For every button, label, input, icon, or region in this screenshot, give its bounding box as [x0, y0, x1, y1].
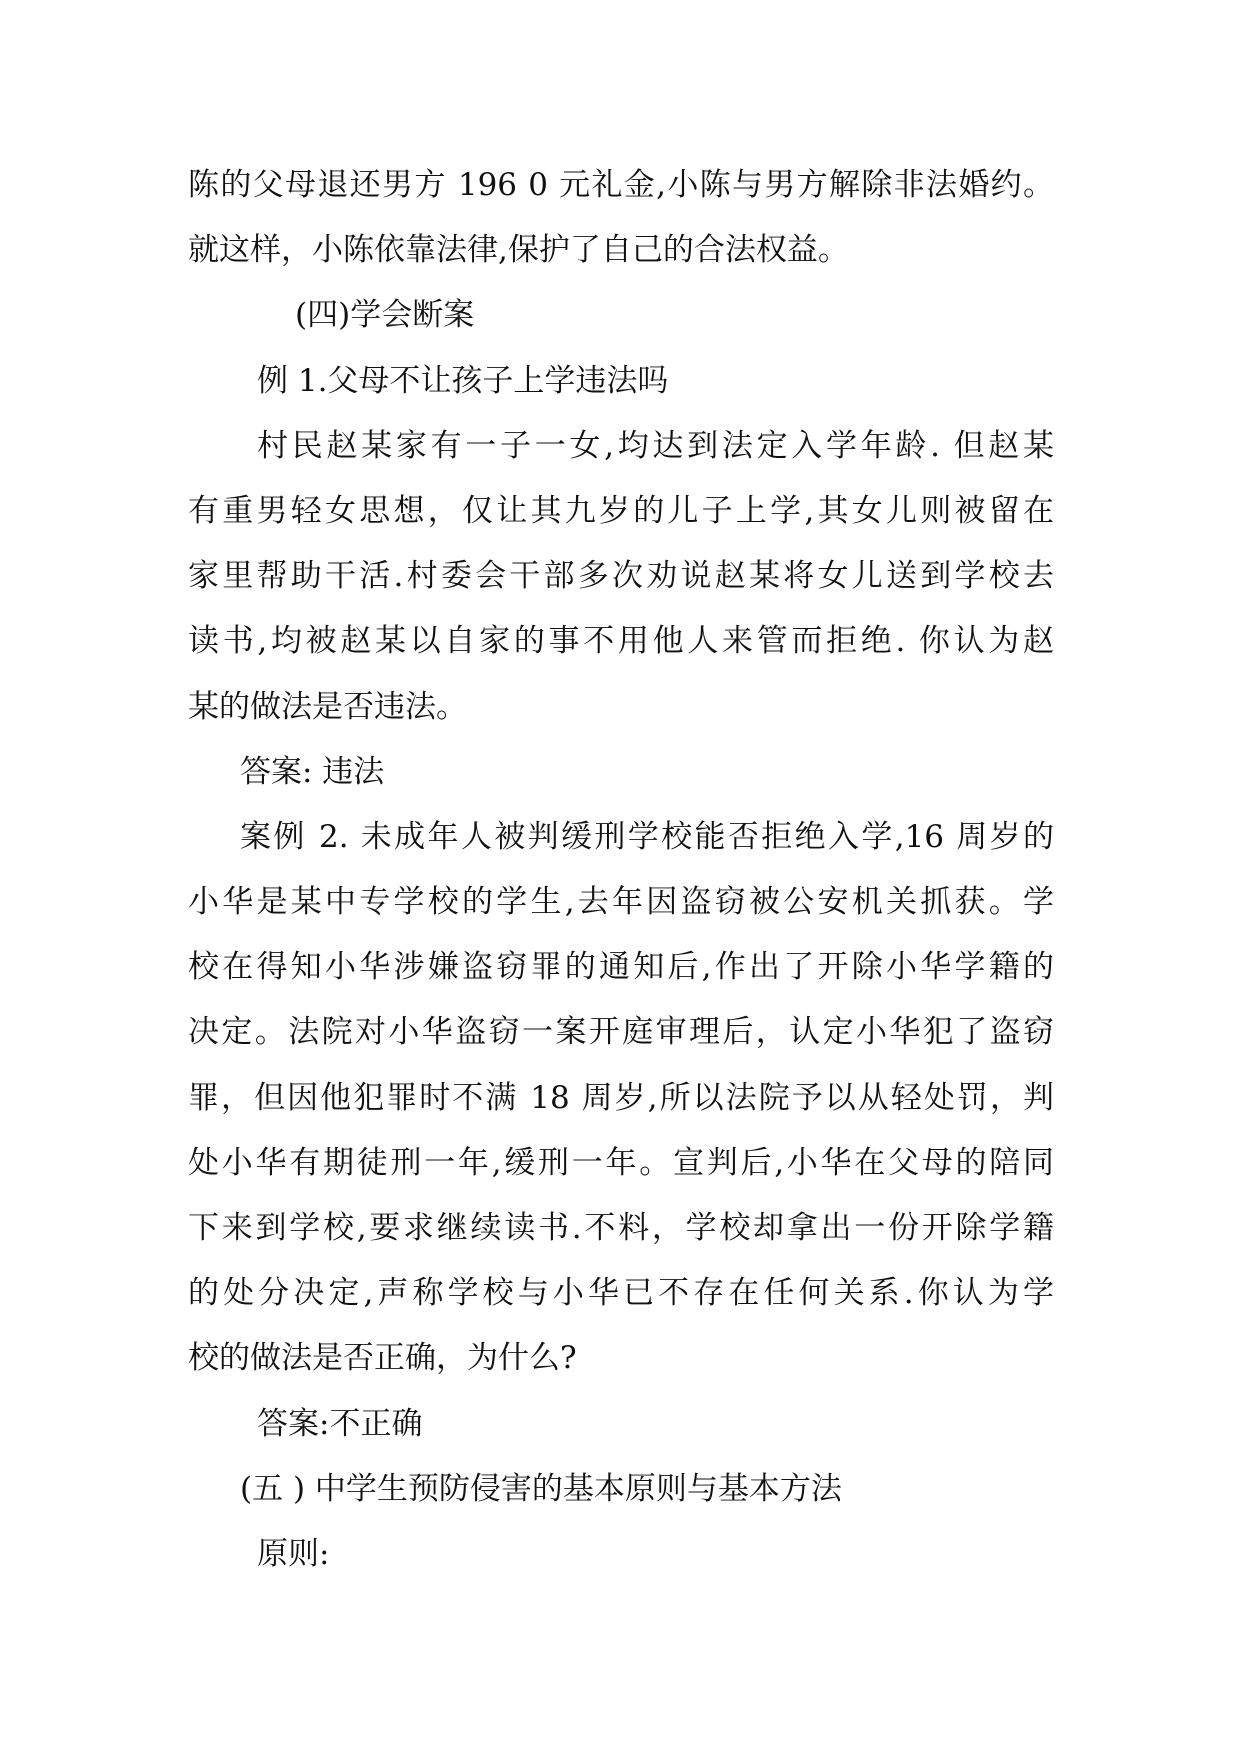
paragraph-line: 处小华有期徒刑一年,缓刑一年。宣判后,小华在父母的陪同 — [188, 1144, 1054, 1181]
paragraph-line: 村民赵某家有一子一女,均达到法定入学年龄. 但赵某 — [257, 427, 1054, 464]
paragraph-line: 案例 2. 未成年人被判缓刑学校能否拒绝入学,16 周岁的 — [240, 818, 1054, 855]
paragraph-line: 陈的父母退还男方 196 0 元礼金,小陈与男方解除非法婚约。 — [188, 167, 1054, 203]
paragraph-line: 读书,均被赵某以自家的事不用他人来管而拒绝. 你认为赵 — [188, 623, 1054, 660]
example-title: 例 1.父母不让孩子上学违法吗 — [257, 362, 669, 399]
paragraph-line: 罪，但因他犯罪时不满 18 周岁,所以法院予以从轻处罚，判 — [188, 1079, 1054, 1116]
paragraph-line: 家里帮助干活.村委会干部多次劝说赵某将女儿送到学校去 — [188, 558, 1054, 595]
paragraph-line: 下来到学校,要求继续读书.不料，学校却拿出一份开除学籍 — [188, 1210, 1054, 1246]
paragraph-line: 小华是某中专学校的学生,去年因盗窃被公安机关抓获。学 — [188, 884, 1054, 921]
paragraph-line: 有重男轻女思想，仅让其九岁的儿子上学,其女儿则被留在 — [188, 492, 1054, 529]
answer-line: 答案: 违法 — [240, 753, 385, 790]
paragraph-line: 校在得知小华涉嫌盗窃罪的通知后,作出了开除小华学籍的 — [188, 949, 1054, 986]
section-heading: (五 ) 中学生预防侵害的基本原则与基本方法 — [240, 1470, 842, 1507]
paragraph-line: 某的做法是否违法。 — [188, 688, 467, 725]
answer-line: 答案:不正确 — [257, 1405, 423, 1442]
text-column — [188, 153, 1054, 1587]
paragraph-line: 的处分决定,声称学校与小华已不存在任何关系.你认为学 — [188, 1275, 1054, 1312]
paragraph-line: 决定。法院对小华盗窃一案开庭审理后，认定小华犯了盗窃 — [188, 1014, 1054, 1051]
section-heading: (四)学会断案 — [295, 297, 475, 334]
paragraph-line: 就这样，小陈依靠法律,保护了自己的合法权益。 — [188, 232, 849, 269]
paragraph-line: 校的做法是否正确，为什么? — [188, 1340, 577, 1377]
principle-label: 原则: — [257, 1535, 330, 1572]
